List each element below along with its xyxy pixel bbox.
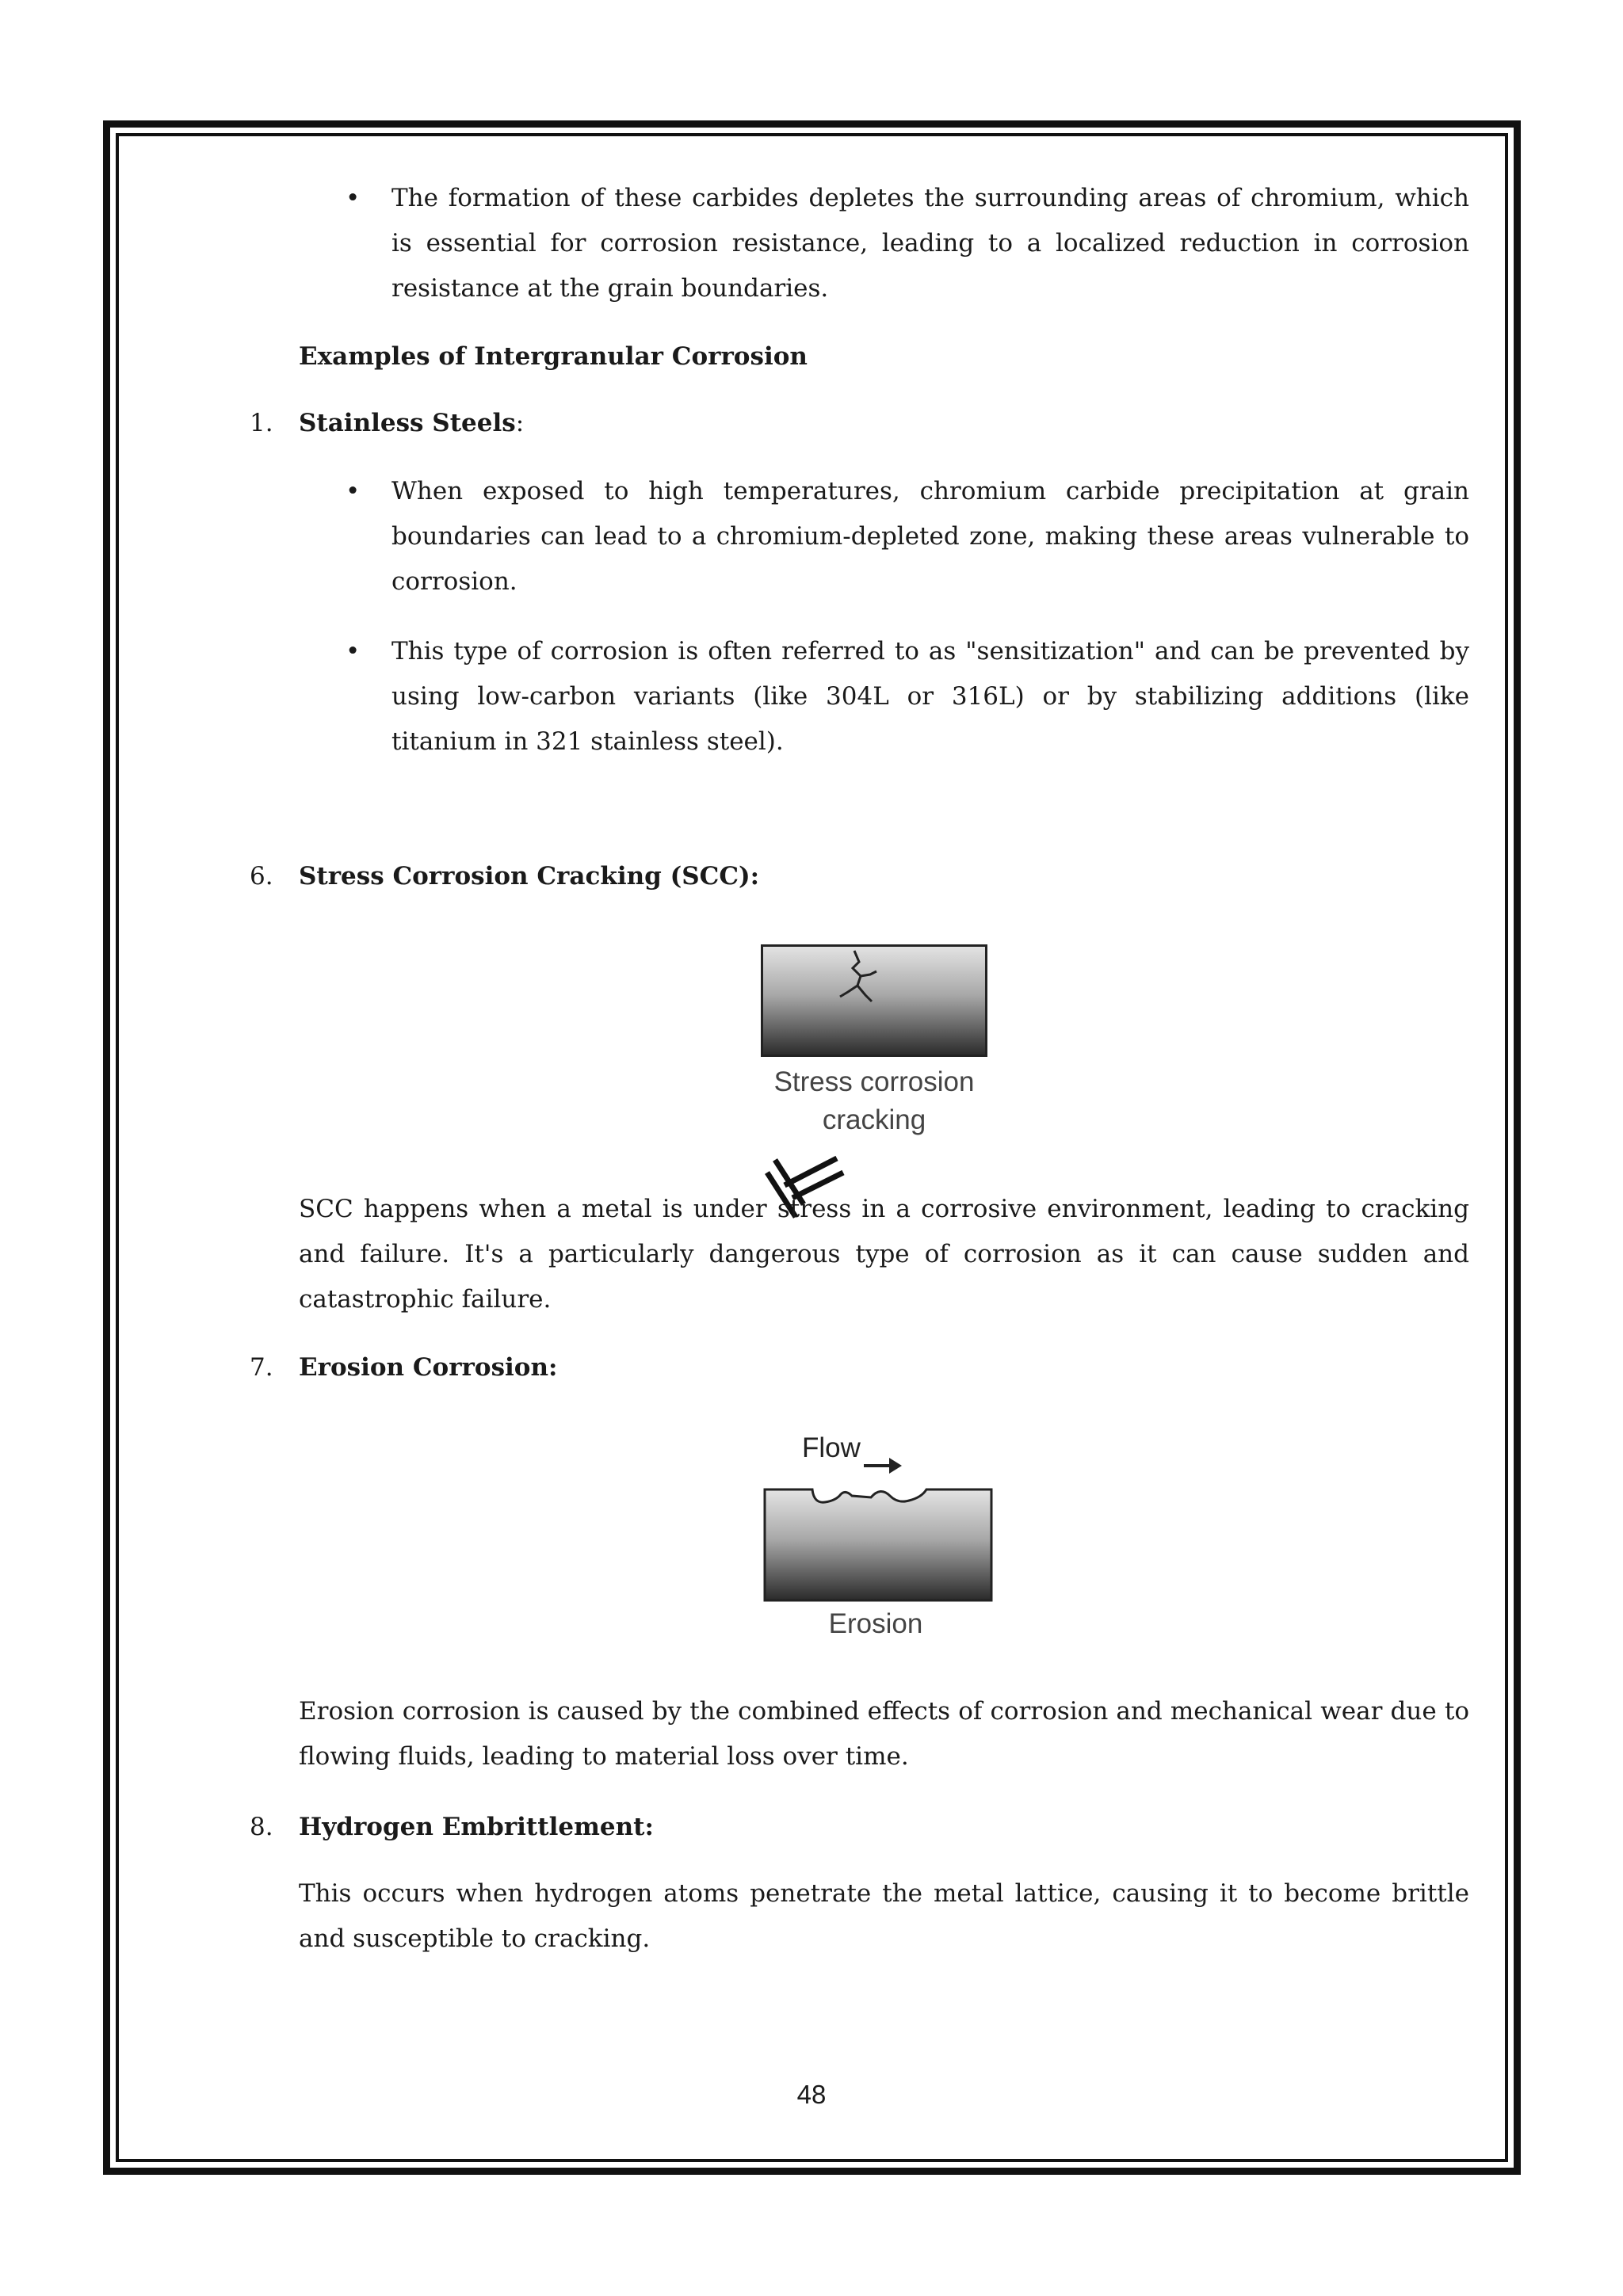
page-number: 48 <box>796 2080 827 2109</box>
flow-arrow-icon <box>864 1455 903 1478</box>
scc-figure-label-1: Stress corrosion <box>773 1066 975 1097</box>
erosion-figure <box>763 1482 993 1602</box>
list-number: 7. <box>250 1353 273 1382</box>
examples-heading: Examples of Intergranular Corrosion <box>299 342 808 371</box>
list-number: 8. <box>250 1813 273 1841</box>
erosion-flow-label: Flow <box>802 1432 861 1463</box>
erosion-figure-label: Erosion <box>828 1608 923 1639</box>
scc-body: SCC happens when a metal is under stress in a corrosive environment, leading to cracking and failure. It's a particularly dangerous type of corrosion as it can cause sudden and catastrophic failure. <box>299 1195 1469 1314</box>
stainless-bullet-2: This type of corrosion is often referred to as "sensitization" and can be prevented by using low-carbon variants (like 304L or 316L) or by stabilizing additions (like titanium in 321 stainless steel). <box>391 637 1469 756</box>
hydrogen-heading: Hydrogen Embrittlement: <box>299 1813 654 1841</box>
scc-figure <box>761 944 987 1057</box>
bullet-marker: • <box>346 184 361 212</box>
list-number: 6. <box>250 862 273 891</box>
bullet-marker: • <box>346 477 361 505</box>
list-number: 1. <box>250 409 273 437</box>
stainless-title: Stainless Steels <box>299 409 516 437</box>
stainless-heading <box>299 401 524 446</box>
erosion-heading: Erosion Corrosion: <box>299 1353 558 1382</box>
intro-bullet-text: The formation of these carbides depletes the surrounding areas of chromium, which is essential for corrosion resistance, leading to a localized reduction in corrosion resistance at the grain boundaries. <box>391 184 1469 303</box>
scc-figure-label-2: cracking <box>822 1104 926 1135</box>
bullet-marker: • <box>346 637 361 666</box>
stainless-bullet-1: When exposed to high temperatures, chromium carbide precipitation at grain boundaries can lead to a chromium-depleted zone, making these areas vulnerable to corrosion. <box>391 477 1469 596</box>
scc-heading: Stress Corrosion Cracking (SCC): <box>299 862 760 891</box>
hydrogen-body: This occurs when hydrogen atoms penetrate the metal lattice, causing it to become brittle and susceptible to cracking. <box>299 1879 1469 1953</box>
stainless-colon: : <box>515 409 525 437</box>
erosion-body: Erosion corrosion is caused by the combined effects of corrosion and mechanical wear due to flowing fluids, leading to material loss over time. <box>299 1697 1469 1771</box>
